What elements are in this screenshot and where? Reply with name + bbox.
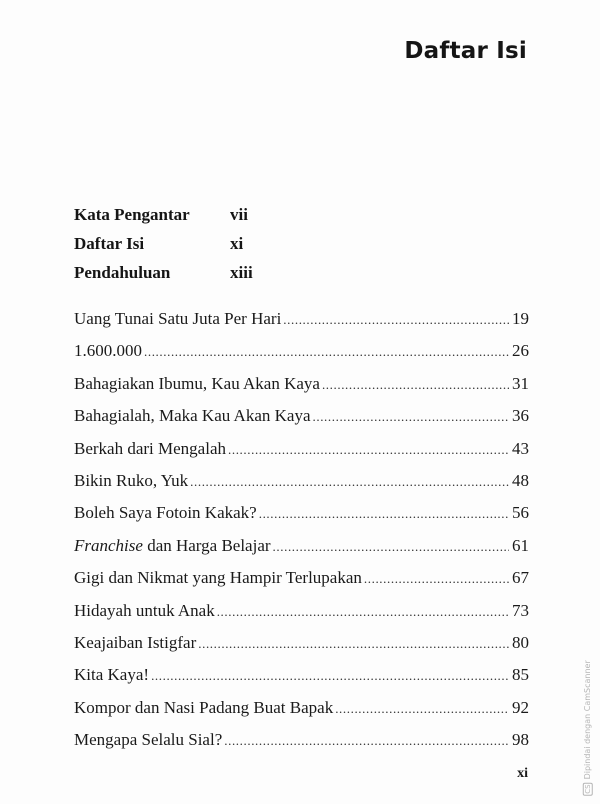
toc-entry-page: 48 <box>512 470 529 490</box>
toc-entry-title <box>74 471 188 491</box>
dot-leader <box>313 409 510 425</box>
toc-entry-title-text: Gigi dan Nikmat yang Hampir Terlupakan <box>74 568 362 588</box>
dot-leader <box>198 636 509 652</box>
dot-leader <box>283 312 509 328</box>
toc-entry <box>74 439 529 471</box>
toc-entry-title-text: dan Harga Belajar <box>142 535 271 555</box>
dot-leader <box>228 442 509 458</box>
toc-entry-title-text: Kompor dan Nasi Padang Buat Bapak <box>74 697 334 717</box>
toc-entry <box>74 698 529 730</box>
scanner-watermark <box>582 660 594 794</box>
toc-entry-title <box>74 309 281 329</box>
page-number: xi <box>517 766 528 781</box>
front-matter-item <box>74 200 334 229</box>
toc-entry-page: 85 <box>512 665 529 685</box>
toc-entry <box>74 633 529 665</box>
dot-leader <box>190 474 509 490</box>
watermark-label: Dipindai dengan CamScanner <box>583 660 592 780</box>
toc-entry-title-text: Hidayah untuk Anak <box>74 600 215 620</box>
toc-entry-page: 92 <box>512 697 529 717</box>
front-matter-page: vii <box>230 204 248 224</box>
front-matter-item <box>74 229 334 258</box>
toc-entry-title-text: Bahagiakan Ibumu, Kau Akan Kaya <box>74 373 320 393</box>
toc-entry-title-text: Keajaiban Istigfar <box>74 632 197 652</box>
toc-entry-page: 56 <box>512 503 529 523</box>
toc-entry-title <box>74 730 222 750</box>
toc-entry <box>74 536 529 568</box>
toc-entry-page: 26 <box>512 341 529 361</box>
toc-entry-page: 36 <box>512 406 529 426</box>
front-matter-page: xiii <box>230 262 253 282</box>
toc-entry-title-text: Bahagialah, Maka Kau Akan Kaya <box>74 406 311 426</box>
dot-leader <box>224 733 509 749</box>
toc-list <box>74 309 529 762</box>
toc-entry <box>74 730 529 762</box>
toc-entry <box>74 471 529 503</box>
front-matter-page: xi <box>230 233 244 253</box>
toc-entry-title <box>74 341 142 361</box>
toc-entry-title <box>74 536 271 556</box>
toc-entry-page: 61 <box>512 535 529 555</box>
toc-entry-title-text: Kita Kaya! <box>74 665 150 685</box>
toc-entry <box>74 601 529 633</box>
toc-entry-title <box>74 406 311 426</box>
front-matter-title: Daftar Isi <box>74 233 145 253</box>
front-matter-list <box>74 200 334 287</box>
dot-leader <box>273 539 509 555</box>
toc-entry-title-text: Boleh Saya Fotoin Kakak? <box>74 503 257 523</box>
toc-entry-title <box>74 665 149 685</box>
toc-entry-title <box>74 698 333 718</box>
toc-entry <box>74 341 529 373</box>
dot-leader <box>259 506 509 522</box>
toc-entry-title-text: Berkah dari Mengalah <box>74 438 226 458</box>
toc-entry-title-text: 1.600.000 <box>74 341 142 361</box>
toc-entry-page: 43 <box>512 438 529 458</box>
dot-leader <box>364 571 509 587</box>
toc-entry <box>74 309 529 341</box>
toc-entry-title <box>74 503 257 523</box>
toc-entry <box>74 503 529 535</box>
toc-entry-title-italic: Franchise <box>74 535 143 555</box>
toc-entry-title-text: Uang Tunai Satu Juta Per Hari <box>74 309 282 328</box>
toc-entry-title <box>74 633 196 653</box>
toc-entry-title-text: Mengapa Selalu Sial? <box>74 730 223 750</box>
toc-entry-title-text: Bikin Ruko, Yuk <box>74 470 189 490</box>
toc-entry <box>74 406 529 438</box>
toc-entry-title <box>74 568 362 588</box>
toc-entry-page: 98 <box>512 730 529 750</box>
toc-entry-page: 80 <box>512 632 529 652</box>
toc-entry-page: 67 <box>512 568 529 588</box>
toc-entry <box>74 665 529 697</box>
dot-leader <box>217 604 509 620</box>
page-title: Daftar Isi <box>404 38 527 64</box>
front-matter-item <box>74 258 334 287</box>
toc-entry-page: 73 <box>512 600 529 620</box>
toc-entry-title <box>74 374 320 394</box>
toc-entry-page: 31 <box>512 373 529 393</box>
watermark-text <box>583 660 593 796</box>
front-matter-title: Pendahuluan <box>74 262 171 282</box>
toc-entry <box>74 568 529 600</box>
dot-leader <box>322 377 509 393</box>
camscanner-logo-icon: CS <box>584 784 592 794</box>
dot-leader <box>151 668 509 684</box>
toc-entry-page: 19 <box>512 309 529 328</box>
dot-leader <box>144 344 509 360</box>
toc-entry <box>74 374 529 406</box>
toc-entry-title <box>74 601 215 621</box>
dot-leader <box>335 701 509 717</box>
toc-entry-title <box>74 439 226 459</box>
front-matter-title: Kata Pengantar <box>74 204 190 224</box>
